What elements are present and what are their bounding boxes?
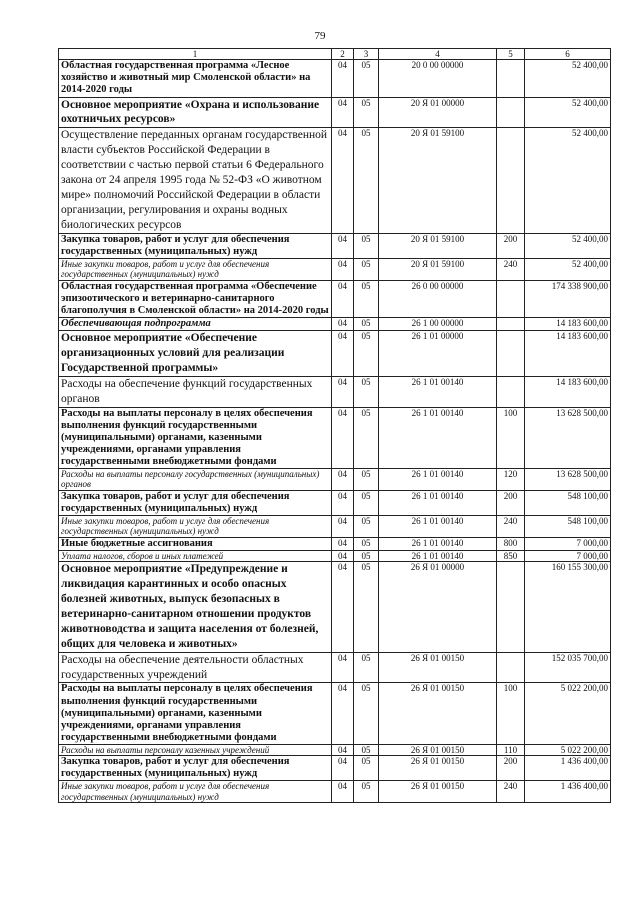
row-section-code: 04 [332,652,354,683]
row-expense-type [497,97,525,128]
table-row [59,317,611,330]
row-expense-type [497,128,525,234]
row-subsection-code: 05 [354,490,379,515]
row-name: Основное мероприятие «Обеспечение организационных условий для реализации Государственной программы» [59,331,332,377]
row-name: Основное мероприятие «Охрана и использование охотничьих ресурсов» [59,97,332,128]
row-expense-type: 110 [497,744,525,755]
row-name: Расходы на выплаты персоналу казенных учреждений [59,744,332,755]
row-target-article: 26 Я 01 00000 [379,561,497,652]
row-target-article: 26 1 01 00140 [379,490,497,515]
row-section-code: 04 [332,537,354,550]
row-section-code: 04 [332,407,354,468]
row-expense-type [497,317,525,330]
table-row [59,259,611,281]
table-row [59,561,611,652]
row-name: Областная государственная программа «Обеспечение эпизоотического и ветеринарно-санитарного благополучия в Смоленской области» на 2014-2020 годы [59,280,332,317]
row-target-article: 20 Я 01 59100 [379,128,497,234]
row-target-article: 26 Я 01 00150 [379,683,497,744]
row-subsection-code: 05 [354,652,379,683]
page-number: 79 [314,30,326,42]
table-row [59,407,611,468]
row-subsection-code: 05 [354,233,379,258]
table-row [59,469,611,491]
table-row [59,537,611,550]
row-name: Осуществление переданных органам государственной власти субъектов Российской Федерации в соответствии с частью первой статьи 6 Федерального закона от 24 апреля 1995 года № 52-ФЗ «О животном мире» полномочий Российской Федерации в области организации, регулирования и охраны водных биологических ресурсов [59,128,332,234]
row-target-article: 20 Я 01 59100 [379,259,497,281]
row-name: Расходы на выплаты персоналу государственных (муниципальных) органов [59,469,332,491]
row-expense-type: 100 [497,683,525,744]
row-section-code: 04 [332,331,354,377]
row-subsection-code: 05 [354,331,379,377]
row-target-article: 20 0 00 00000 [379,60,497,97]
table-row [59,683,611,744]
row-name: Иные бюджетные ассигнования [59,537,332,550]
row-expense-type: 240 [497,781,525,803]
row-amount: 5 022 200,00 [525,683,611,744]
row-expense-type: 240 [497,259,525,281]
row-subsection-code: 05 [354,550,379,561]
row-section-code: 04 [332,376,354,407]
row-subsection-code: 05 [354,60,379,97]
row-target-article: 26 1 01 00140 [379,515,497,537]
row-name: Иные закупки товаров, работ и услуг для обеспечения государственных (муниципальных) нужд [59,259,332,281]
row-section-code: 04 [332,97,354,128]
row-amount: 13 628 500,00 [525,469,611,491]
header-col-3: 3 [354,49,379,60]
row-name: Расходы на выплаты персоналу в целях обеспечения выполнения функций государственными (муниципальными) органами, казенными учреждениями, органами управления государственными внебюджетными фондами [59,407,332,468]
row-target-article: 26 Я 01 00150 [379,781,497,803]
header-col-1: 1 [59,49,332,60]
row-subsection-code: 05 [354,515,379,537]
row-amount: 7 000,00 [525,550,611,561]
row-expense-type: 240 [497,515,525,537]
row-subsection-code: 05 [354,537,379,550]
row-section-code: 04 [332,259,354,281]
row-amount: 14 183 600,00 [525,376,611,407]
row-subsection-code: 05 [354,744,379,755]
row-target-article: 26 Я 01 00150 [379,652,497,683]
header-col-5: 5 [497,49,525,60]
row-section-code: 04 [332,490,354,515]
table-row [59,331,611,377]
row-section-code: 04 [332,515,354,537]
row-subsection-code: 05 [354,407,379,468]
row-section-code: 04 [332,469,354,491]
table-row [59,744,611,755]
header-row [59,49,611,60]
row-expense-type [497,652,525,683]
header-col-6: 6 [525,49,611,60]
row-target-article: 26 0 00 00000 [379,280,497,317]
row-amount: 52 400,00 [525,233,611,258]
row-section-code: 04 [332,683,354,744]
row-section-code: 04 [332,60,354,97]
header-col-2: 2 [332,49,354,60]
row-expense-type: 200 [497,756,525,781]
row-target-article: 20 Я 01 59100 [379,233,497,258]
row-expense-type: 800 [497,537,525,550]
header-col-4: 4 [379,49,497,60]
row-subsection-code: 05 [354,561,379,652]
row-section-code: 04 [332,280,354,317]
row-expense-type [497,561,525,652]
row-expense-type: 120 [497,469,525,491]
row-name: Уплата налогов, сборов и иных платежей [59,550,332,561]
row-target-article: 26 1 01 00140 [379,550,497,561]
row-subsection-code: 05 [354,781,379,803]
row-target-article: 20 Я 01 00000 [379,97,497,128]
row-amount: 7 000,00 [525,537,611,550]
row-name: Основное мероприятие «Предупреждение и ликвидация карантинных и особо опасных болезней животных, выпуск безопасных в ветеринарно-санитарном отношении продуктов животноводства и защита населения от болезней, общих для человека и животных» [59,561,332,652]
table-row [59,97,611,128]
row-amount: 52 400,00 [525,60,611,97]
table-row [59,128,611,234]
row-amount: 1 436 400,00 [525,781,611,803]
row-amount: 14 183 600,00 [525,317,611,330]
row-subsection-code: 05 [354,683,379,744]
row-target-article: 26 1 01 00000 [379,331,497,377]
row-section-code: 04 [332,317,354,330]
row-amount: 14 183 600,00 [525,331,611,377]
row-section-code: 04 [332,781,354,803]
row-expense-type: 200 [497,233,525,258]
row-amount: 13 628 500,00 [525,407,611,468]
row-subsection-code: 05 [354,376,379,407]
table-body [59,60,611,803]
budget-table [58,48,611,803]
row-name: Расходы на обеспечение функций государственных органов [59,376,332,407]
table-row [59,756,611,781]
row-section-code: 04 [332,561,354,652]
row-amount: 52 400,00 [525,97,611,128]
row-name: Закупка товаров, работ и услуг для обеспечения государственных (муниципальных) нужд [59,490,332,515]
row-amount: 1 436 400,00 [525,756,611,781]
row-amount: 5 022 200,00 [525,744,611,755]
row-target-article: 26 1 01 00140 [379,407,497,468]
row-name: Областная государственная программа «Лесное хозяйство и животный мир Смоленской области» на 2014-2020 годы [59,60,332,97]
row-expense-type [497,60,525,97]
table-row [59,550,611,561]
row-amount: 160 155 300,00 [525,561,611,652]
row-subsection-code: 05 [354,280,379,317]
row-section-code: 04 [332,233,354,258]
table-row [59,515,611,537]
row-target-article: 26 1 01 00140 [379,537,497,550]
row-target-article: 26 1 01 00140 [379,376,497,407]
row-section-code: 04 [332,550,354,561]
row-name: Закупка товаров, работ и услуг для обеспечения государственных (муниципальных) нужд [59,233,332,258]
row-subsection-code: 05 [354,259,379,281]
row-expense-type [497,280,525,317]
row-amount: 548 100,00 [525,490,611,515]
row-name: Закупка товаров, работ и услуг для обеспечения государственных (муниципальных) нужд [59,756,332,781]
row-name: Иные закупки товаров, работ и услуг для обеспечения государственных (муниципальных) нужд [59,781,332,803]
row-target-article: 26 Я 01 00150 [379,744,497,755]
row-expense-type: 100 [497,407,525,468]
row-amount: 152 035 700,00 [525,652,611,683]
table-row [59,652,611,683]
row-section-code: 04 [332,128,354,234]
row-section-code: 04 [332,756,354,781]
row-target-article: 26 1 01 00140 [379,469,497,491]
row-subsection-code: 05 [354,756,379,781]
row-amount: 174 338 900,00 [525,280,611,317]
table-row [59,490,611,515]
row-subsection-code: 05 [354,128,379,234]
table-row [59,233,611,258]
row-name: Расходы на выплаты персоналу в целях обеспечения выполнения функций государственными (муниципальными) органами, казенными учреждениями, органами управления государственными внебюджетными фондами [59,683,332,744]
row-target-article: 26 1 00 00000 [379,317,497,330]
row-name: Иные закупки товаров, работ и услуг для обеспечения государственных (муниципальных) нужд [59,515,332,537]
row-expense-type: 200 [497,490,525,515]
row-amount: 52 400,00 [525,259,611,281]
row-subsection-code: 05 [354,317,379,330]
row-expense-type [497,331,525,377]
row-amount: 548 100,00 [525,515,611,537]
table-row [59,781,611,803]
table-row [59,376,611,407]
row-target-article: 26 Я 01 00150 [379,756,497,781]
row-name: Обеспечивающая подпрограмма [59,317,332,330]
row-subsection-code: 05 [354,469,379,491]
row-name: Расходы на обеспечение деятельности областных государственных учреждений [59,652,332,683]
row-expense-type: 850 [497,550,525,561]
row-section-code: 04 [332,744,354,755]
table-row [59,280,611,317]
row-subsection-code: 05 [354,97,379,128]
row-expense-type [497,376,525,407]
row-amount: 52 400,00 [525,128,611,234]
table-row [59,60,611,97]
